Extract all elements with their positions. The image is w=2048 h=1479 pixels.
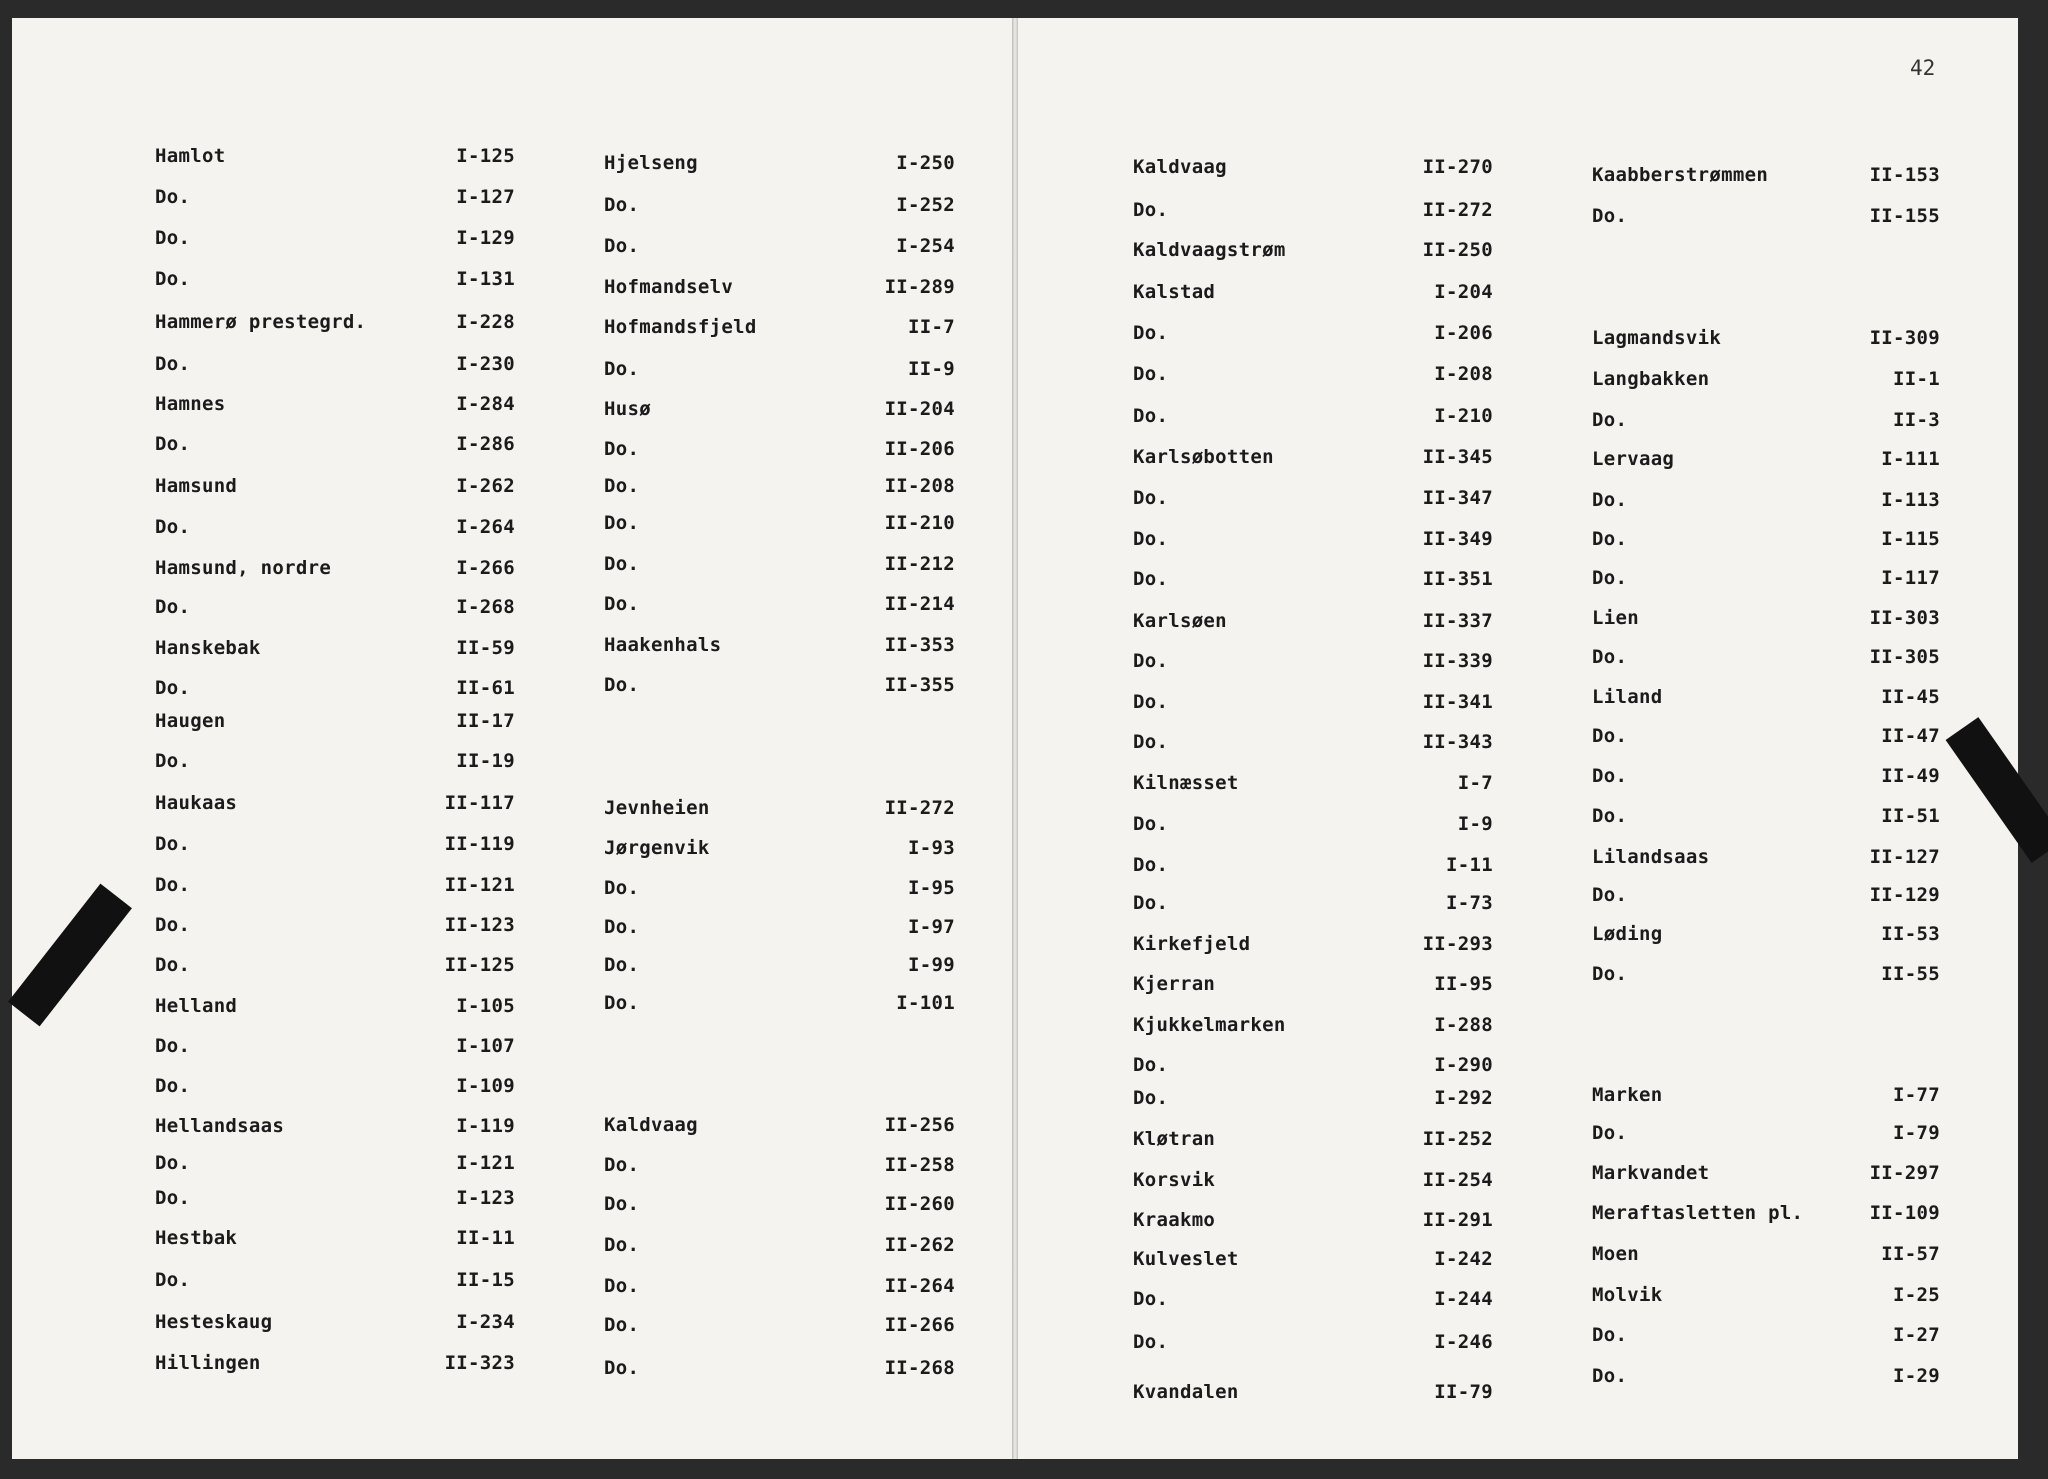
entry-name: Do. [604,1193,640,1215]
entry-reference: I-250 [896,152,955,174]
entry-name: Do. [1592,528,1628,550]
entry-reference: I-230 [456,353,515,375]
entry-name: Do. [1592,1365,1628,1387]
entry-name: Do. [1592,1324,1628,1346]
entry-name: Do. [1133,487,1169,509]
entry-reference: II-264 [884,1275,955,1297]
entry-reference: II-9 [908,358,955,380]
entry-name: Do. [155,954,191,976]
entry-reference: I-99 [908,954,955,976]
entry-name: Do. [1133,854,1169,876]
entry-reference: I-73 [1446,892,1493,914]
entry-reference: II-250 [1422,239,1493,261]
entry-reference: II-266 [884,1314,955,1336]
entry-name: Hamlot [155,145,226,167]
entry-reference: II-117 [444,792,515,814]
entry-reference: I-264 [456,516,515,538]
entry-reference: II-289 [884,276,955,298]
entry-name: Do. [155,433,191,455]
entry-reference: II-305 [1869,646,1940,668]
entry-name: Hellandsaas [155,1115,285,1137]
entry-name: Do. [604,916,640,938]
entry-name: Do. [1133,892,1169,914]
entry-reference: II-353 [884,634,955,656]
entry-reference: I-111 [1881,448,1940,470]
entry-reference: II-337 [1422,610,1493,632]
entry-reference: II-303 [1869,607,1940,629]
entry-name: Do. [155,1152,191,1174]
entry-reference: II-260 [884,1193,955,1215]
entry-name: Do. [604,1275,640,1297]
entry-reference: II-268 [884,1357,955,1379]
entry-reference: I-27 [1893,1324,1940,1346]
entry-name: Karlsøen [1133,610,1227,632]
entry-name: Meraftasletten pl. [1592,1202,1804,1224]
entry-name: Do. [604,1154,640,1176]
entry-reference: I-246 [1434,1331,1493,1353]
entry-reference: I-97 [908,916,955,938]
entry-name: Do. [1133,691,1169,713]
entry-name: Markvandet [1592,1162,1710,1184]
entry-reference: I-242 [1434,1248,1493,1270]
entry-reference: II-210 [884,512,955,534]
entry-reference: II-125 [444,954,515,976]
entry-name: Do. [1592,489,1628,511]
entry-name: Kjerran [1133,973,1216,995]
entry-name: Kaldvaag [1133,156,1227,178]
entry-name: Kirkefjeld [1133,933,1251,955]
entry-name: Lilandsaas [1592,846,1710,868]
entry-name: Kraakmo [1133,1209,1216,1231]
entry-reference: II-45 [1881,686,1940,708]
entry-name: Do. [604,954,640,976]
entry-name: Do. [155,516,191,538]
entry-name: Do. [1133,813,1169,835]
entry-name: Do. [1133,568,1169,590]
entry-reference: II-7 [908,316,955,338]
entry-reference: I-284 [456,393,515,415]
entry-name: Do. [1592,765,1628,787]
entry-name: Do. [1592,409,1628,431]
entry-reference: II-252 [1422,1128,1493,1150]
entry-reference: II-254 [1422,1169,1493,1191]
entry-name: Hesteskaug [155,1311,273,1333]
entry-name: Do. [1592,567,1628,589]
entry-name: Do. [604,1234,640,1256]
entry-reference: II-119 [444,833,515,855]
entry-reference: II-345 [1422,446,1493,468]
entry-reference: II-95 [1434,973,1493,995]
entry-reference: II-19 [456,750,515,772]
entry-name: Lervaag [1592,448,1675,470]
entry-reference: II-297 [1869,1162,1940,1184]
entry-name: Do. [604,877,640,899]
entry-reference: I-77 [1893,1084,1940,1106]
entry-name: Kaabberstrømmen [1592,164,1769,186]
entry-name: Do. [1592,805,1628,827]
entry-name: Hamnes [155,393,226,415]
entry-reference: I-95 [908,877,955,899]
entry-name: Lagmandsvik [1592,327,1722,349]
entry-reference: II-55 [1881,963,1940,985]
entry-reference: I-117 [1881,567,1940,589]
entry-name: Helland [155,995,238,1017]
entry-reference: II-17 [456,710,515,732]
entry-reference: II-109 [1869,1202,1940,1224]
entry-name: Do. [604,194,640,216]
entry-name: Kulveslet [1133,1248,1239,1270]
entry-reference: II-339 [1422,650,1493,672]
entry-name: Haugen [155,710,226,732]
entry-name: Do. [1133,731,1169,753]
entry-name: Lien [1592,607,1639,629]
entry-name: Do. [1133,1288,1169,1310]
entry-reference: I-206 [1434,322,1493,344]
entry-name: Jevnheien [604,797,710,819]
entry-name: Hamsund [155,475,238,497]
entry-reference: II-11 [456,1227,515,1249]
page-number: 42 [1910,56,1936,80]
entry-name: Do. [1133,363,1169,385]
entry-name: Kilnæsset [1133,772,1239,794]
entry-name: Haukaas [155,792,238,814]
entry-name: Do. [155,1035,191,1057]
entry-name: Kvandalen [1133,1381,1239,1403]
entry-name: Do. [1133,650,1169,672]
entry-name: Hammerø prestegrd. [155,311,367,333]
entry-reference: II-1 [1893,368,1940,390]
entry-name: Do. [155,186,191,208]
entry-reference: I-29 [1893,1365,1940,1387]
entry-reference: I-93 [908,837,955,859]
entry-name: Do. [604,593,640,615]
entry-name: Do. [604,235,640,257]
entry-reference: II-59 [456,637,515,659]
entry-reference: I-266 [456,557,515,579]
entry-reference: II-121 [444,874,515,896]
entry-reference: I-25 [1893,1284,1940,1306]
entry-reference: II-51 [1881,805,1940,827]
entry-reference: I-123 [456,1187,515,1209]
entry-reference: II-208 [884,475,955,497]
entry-reference: II-323 [444,1352,515,1374]
entry-reference: II-272 [884,797,955,819]
entry-reference: I-268 [456,596,515,618]
entry-reference: I-286 [456,433,515,455]
entry-name: Hamsund, nordre [155,557,332,579]
entry-reference: I-109 [456,1075,515,1097]
entry-reference: II-270 [1422,156,1493,178]
entry-reference: I-107 [456,1035,515,1057]
entry-reference: I-125 [456,145,515,167]
entry-reference: I-252 [896,194,955,216]
entry-reference: II-49 [1881,765,1940,787]
entry-name: Do. [604,358,640,380]
entry-reference: I-228 [456,311,515,333]
entry-reference: II-153 [1869,164,1940,186]
entry-name: Hofmandselv [604,276,734,298]
book-gutter [1012,18,1018,1459]
entry-reference: II-256 [884,1114,955,1136]
entry-reference: II-309 [1869,327,1940,349]
entry-name: Do. [604,553,640,575]
entry-reference: II-79 [1434,1381,1493,1403]
entry-reference: I-131 [456,268,515,290]
entry-reference: I-210 [1434,405,1493,427]
entry-name: Moen [1592,1243,1639,1265]
entry-reference: II-214 [884,593,955,615]
entry-name: Do. [1592,884,1628,906]
entry-reference: II-123 [444,914,515,936]
entry-reference: I-7 [1457,772,1493,794]
entry-name: Do. [155,268,191,290]
entry-reference: I-9 [1457,813,1493,835]
entry-name: Do. [1133,199,1169,221]
entry-reference: II-347 [1422,487,1493,509]
entry-reference: II-61 [456,677,515,699]
entry-name: Do. [604,512,640,534]
entry-name: Do. [155,596,191,618]
entry-reference: I-121 [456,1152,515,1174]
entry-reference: II-57 [1881,1243,1940,1265]
entry-name: Do. [1592,963,1628,985]
entry-reference: II-15 [456,1269,515,1291]
entry-name: Karlsøbotten [1133,446,1274,468]
entry-name: Kaldvaag [604,1114,698,1136]
entry-reference: II-351 [1422,568,1493,590]
entry-reference: I-105 [456,995,515,1017]
entry-reference: II-349 [1422,528,1493,550]
entry-name: Hestbak [155,1227,238,1249]
entry-name: Do. [604,475,640,497]
entry-reference: II-204 [884,398,955,420]
entry-name: Kjukkelmarken [1133,1014,1286,1036]
entry-name: Do. [604,1357,640,1379]
entry-name: Do. [1592,205,1628,227]
entry-name: Do. [1133,322,1169,344]
entry-name: Husø [604,398,651,420]
entry-reference: II-47 [1881,725,1940,747]
entry-reference: I-101 [896,992,955,1014]
entry-name: Do. [1133,405,1169,427]
entry-reference: II-53 [1881,923,1940,945]
entry-reference: II-341 [1422,691,1493,713]
entry-reference: I-292 [1434,1087,1493,1109]
entry-reference: II-206 [884,438,955,460]
entry-name: Do. [155,1187,191,1209]
entry-name: Kaldvaagstrøm [1133,239,1286,261]
entry-name: Do. [155,1269,191,1291]
entry-reference: II-343 [1422,731,1493,753]
entry-name: Do. [604,674,640,696]
entry-reference: II-127 [1869,846,1940,868]
entry-name: Do. [1592,725,1628,747]
entry-name: Do. [155,353,191,375]
entry-reference: I-79 [1893,1122,1940,1144]
entry-reference: II-212 [884,553,955,575]
entry-name: Do. [604,992,640,1014]
entry-reference: I-290 [1434,1054,1493,1076]
entry-name: Do. [155,677,191,699]
entry-name: Do. [155,914,191,936]
entry-name: Hofmandsfjeld [604,316,757,338]
entry-reference: I-115 [1881,528,1940,550]
entry-name: Hanskebak [155,637,261,659]
entry-name: Do. [155,874,191,896]
entry-reference: II-258 [884,1154,955,1176]
entry-name: Kalstad [1133,281,1216,303]
entry-name: Do. [1592,646,1628,668]
entry-name: Do. [1133,1087,1169,1109]
entry-reference: I-208 [1434,363,1493,385]
entry-name: Do. [1133,1331,1169,1353]
entry-name: Do. [604,1314,640,1336]
entry-reference: I-119 [456,1115,515,1137]
entry-name: Do. [1133,528,1169,550]
entry-name: Molvik [1592,1284,1663,1306]
entry-reference: I-234 [456,1311,515,1333]
entry-reference: II-3 [1893,409,1940,431]
entry-name: Do. [604,438,640,460]
entry-reference: II-355 [884,674,955,696]
entry-reference: I-113 [1881,489,1940,511]
entry-reference: I-262 [456,475,515,497]
entry-reference: I-254 [896,235,955,257]
entry-reference: II-291 [1422,1209,1493,1231]
entry-name: Løding [1592,923,1663,945]
entry-name: Do. [155,833,191,855]
entry-name: Do. [155,750,191,772]
entry-name: Do. [155,227,191,249]
entry-reference: II-262 [884,1234,955,1256]
entry-name: Marken [1592,1084,1663,1106]
entry-reference: I-288 [1434,1014,1493,1036]
entry-name: Hillingen [155,1352,261,1374]
entry-name: Do. [155,1075,191,1097]
entry-reference: I-129 [456,227,515,249]
entry-reference: II-155 [1869,205,1940,227]
entry-name: Do. [1133,1054,1169,1076]
entry-name: Korsvik [1133,1169,1216,1191]
entry-name: Do. [1592,1122,1628,1144]
entry-reference: II-272 [1422,199,1493,221]
entry-reference: I-244 [1434,1288,1493,1310]
entry-name: Kløtran [1133,1128,1216,1150]
entry-name: Liland [1592,686,1663,708]
entry-reference: II-129 [1869,884,1940,906]
entry-name: Haakenhals [604,634,722,656]
entry-name: Langbakken [1592,368,1710,390]
entry-reference: I-127 [456,186,515,208]
entry-name: Hjelseng [604,152,698,174]
entry-reference: I-204 [1434,281,1493,303]
entry-reference: II-293 [1422,933,1493,955]
entry-name: Jørgenvik [604,837,710,859]
entry-reference: I-11 [1446,854,1493,876]
